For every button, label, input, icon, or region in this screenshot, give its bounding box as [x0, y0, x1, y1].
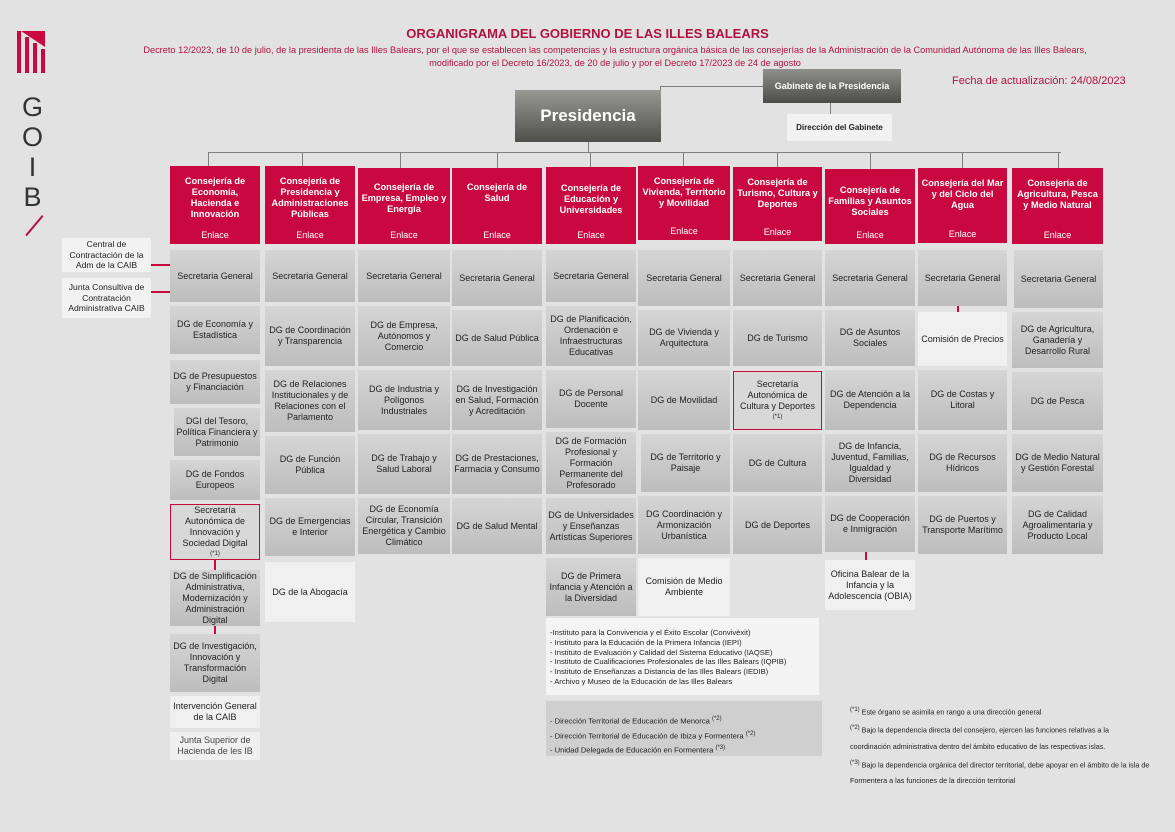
logo-letter-o: O	[21, 122, 44, 152]
org-box: DG de Industria y Polígonos Industriales	[358, 370, 450, 430]
org-box: DG de Costas y Litoral	[918, 370, 1007, 430]
list-item: - Instituto para la Educación de la Primera Infancia (IEPI)	[550, 637, 742, 647]
consejeria-empresa: Consejería de Empresa, Empleo y Energía Enlace	[358, 168, 450, 244]
connector	[683, 152, 684, 166]
connector	[497, 152, 498, 168]
org-box: Comisión de Medio Ambiente	[638, 558, 730, 616]
connector	[962, 152, 963, 168]
enlace-label: Enlace	[201, 230, 229, 240]
consejeria-agricultura: Consejería de Agricultura, Pesca y Medio Natural Enlace	[1012, 168, 1103, 244]
org-box: DG de Movilidad	[638, 370, 730, 430]
logo-slash	[25, 215, 43, 236]
consejeria-mar: Consejería del Mar y del Ciclo del Agua Enlace	[918, 168, 1007, 243]
org-box: DG de Atención a la Dependencia	[825, 370, 915, 430]
org-box: DG de Coordinación y Transparencia	[265, 306, 355, 366]
secretaria-innovacion-box: Secretaría Autonómica de Innovación y Sociedad Digital (*1)	[170, 504, 260, 560]
org-box: DG de Universidades y Enseñanzas Artísticas Superiores	[546, 498, 636, 554]
org-box: DG de Empresa, Autónomos y Comercio	[358, 306, 450, 366]
update-date: Fecha de actualización: 24/08/2023	[952, 75, 1126, 87]
direccion-gabinete-box: Dirección del Gabinete	[787, 114, 892, 141]
connector	[302, 152, 303, 166]
org-box: DG de Cultura	[733, 434, 822, 492]
org-box: DG de Investigación, Innovación y Transformación Digital	[170, 634, 260, 692]
org-box: Secretaria General	[733, 250, 822, 306]
org-box: Junta Superior de Hacienda de les IB	[170, 732, 260, 760]
org-box: DG de Presupuestos y Financiación	[170, 360, 260, 404]
presidencia-box: Presidencia	[515, 90, 661, 142]
list-item: -Instituto para la Convivencia y el Éxito Escolar (Convivèxit)	[550, 628, 751, 637]
org-box: DGI del Tesoro, Política Financiera y Patrimonio	[174, 408, 260, 456]
direcciones-territoriales-list	[546, 701, 822, 756]
footnote: $^{(*1)}$ Este órgano se asimila en rango a una dirección general	[850, 707, 1042, 717]
org-box: Comisión de Precios	[918, 312, 1007, 366]
footnotes	[850, 702, 1150, 789]
org-box: DG de Emergencias e Interior	[265, 498, 355, 556]
note-mark: (*1)	[210, 550, 220, 557]
org-box: DG de Relaciones Institucionales y de Relaciones con el Parlamento	[265, 370, 355, 432]
org-box: DG de Territorio y Paisaje	[641, 434, 730, 492]
consejeria-economia: Consejería de Economía, Hacienda e Innovación Enlace	[170, 166, 260, 244]
connector	[208, 152, 209, 166]
footnote: $^{(*3)}$ Bajo la dependencia orgánica del director territorial, debe apoyar en el ámbito de la isla de Formentera a las funciones de la dirección territorial	[850, 759, 1150, 786]
balearic-flag-icon	[15, 29, 47, 75]
org-box: DG de Salud Pública	[452, 310, 542, 366]
org-box: DG de Planificación, Ordenación e Infraestructuras Educativas	[546, 306, 636, 366]
org-box: Secretaria General	[358, 250, 450, 302]
org-box: DG de Puertos y Transporte Marítimo	[918, 496, 1007, 554]
org-box: DG de Prestaciones, Farmacia y Consumo	[452, 434, 542, 494]
org-box: Secretaria General	[265, 250, 355, 302]
org-box: DG de Simplificación Administrativa, Modernización y Administración Digital	[170, 570, 260, 626]
org-box: DG de Trabajo y Salud Laboral	[358, 434, 450, 494]
org-box: DG de Formación Profesional y Formación Permanente del Profesorado	[546, 432, 636, 494]
connector	[588, 142, 589, 152]
org-box: DG de Salud Mental	[452, 498, 542, 554]
org-box: DG de Investigación en Salud, Formación y Acreditación	[452, 370, 542, 430]
org-box: DG de Calidad Agroalimentaria y Producto Local	[1012, 496, 1103, 554]
org-box: DG Coordinación y Armonización Urbanística	[638, 496, 730, 554]
enlace-label: Enlace	[856, 230, 884, 240]
logo-letter-i: I	[28, 152, 38, 182]
org-box: DG de Pesca	[1012, 372, 1103, 430]
org-box: DG de Función Pública	[265, 436, 355, 494]
enlace-label: Enlace	[296, 230, 324, 240]
footnote: $^{(*2)}$ Bajo la dependencia directa del consejero, ejercen las funciones relativas a la coordinación administrativa dentro del ámbito educativo de las respectivas islas.	[850, 725, 1109, 751]
org-box: DG de Medio Natural y Gestión Forestal	[1012, 434, 1103, 492]
connector	[400, 152, 401, 168]
org-box: Secretaria General	[546, 250, 636, 302]
list-item: - Unidad Delegada de Educación en Formentera $^{(*3)}$	[550, 745, 726, 755]
org-box: DG de Agricultura, Ganadería y Desarrollo Rural	[1012, 312, 1103, 368]
consejeria-educacion: Consejería de Educación y Universidades Enlace	[546, 167, 636, 244]
junta-consultiva-box: Junta Consultiva de Contratación Administrativa CAIB	[62, 278, 151, 318]
org-box: DG de Economía y Estadística	[170, 306, 260, 354]
list-item: - Archivo y Museo de la Educación de las Illes Balears	[550, 676, 733, 686]
org-box: DG de Cooperación e Inmigración	[825, 496, 915, 552]
org-box: DG de Asuntos Sociales	[825, 310, 915, 366]
red-connector	[865, 552, 867, 560]
list-item: - Instituto de Cualificaciones Profesionales de las Illes Balears (IQPIB)	[550, 657, 787, 667]
org-box: DG de Infancia, Juventud, Familias, Igualdad y Diversidad	[825, 434, 915, 492]
consejeria-vivienda: Consejería de Vivienda, Territorio y Movilidad Enlace	[638, 166, 730, 240]
org-box: DG de Fondos Europeos	[170, 460, 260, 500]
connector	[777, 152, 778, 167]
enlace-label: Enlace	[577, 230, 605, 240]
consejeria-turismo: Consejería de Turismo, Cultura y Deportes Enlace	[733, 167, 822, 241]
page-title: ORGANIGRAMA DEL GOBIERNO DE LAS ILLES BALEARS	[406, 26, 769, 41]
note-mark: (*1)	[772, 413, 783, 420]
enlace-label: Enlace	[763, 227, 792, 237]
connector	[208, 152, 1061, 153]
consejeria-presidencia: Consejería de Presidencia y Administraciones Públicas Enlace	[265, 166, 355, 244]
page-subtitle	[60, 44, 1170, 70]
enlace-label: Enlace	[390, 230, 418, 240]
central-contratacion-box: Central de Contractación de la Adm de la CAIB	[62, 238, 151, 272]
org-box: DG de Vivienda y Arquitectura	[638, 310, 730, 366]
logo-letter-b: B	[23, 182, 43, 212]
list-item: - Dirección Territorial de Educación de Ibiza y Formentera $^{(*2)}$	[550, 730, 756, 741]
org-box: Secretaria General	[452, 250, 542, 306]
enlace-label: Enlace	[483, 230, 511, 240]
org-box: Intervención General de la CAIB	[170, 696, 260, 728]
org-box: DG de Deportes	[733, 496, 822, 554]
red-connector	[214, 626, 216, 634]
side-connector	[151, 291, 170, 293]
consejeria-familias: Consejería de Familias y Asuntos Sociales Enlace	[825, 169, 915, 244]
org-box: Secretaria General	[170, 250, 260, 302]
org-box: Secretaria General	[825, 250, 915, 306]
logo-letter-g: G	[21, 92, 44, 122]
consejeria-salud: Consejería de Salud Enlace	[452, 168, 542, 244]
org-box: DG de Economía Circular, Transición Energética y Cambio Climático	[358, 498, 450, 554]
org-box: DG de Personal Docente	[546, 370, 636, 428]
subtitle-line-2: modificado por el Decreto 16/2023, de 20 de julio y por el Decreto 17/2023 de 24 de agosto	[429, 58, 801, 68]
side-connector	[151, 264, 170, 266]
org-box: Secretaria General	[918, 250, 1007, 306]
institutos-list	[546, 618, 819, 695]
connector	[660, 86, 764, 87]
connector	[1058, 152, 1059, 168]
org-box: Oficina Balear de la Infancia y la Adolescencia (OBIA)	[825, 560, 915, 610]
enlace-label: Enlace	[1043, 230, 1072, 240]
enlace-label: Enlace	[670, 226, 698, 236]
subtitle-line-1: Decreto 12/2023, de 10 de julio, de la presidenta de las Illes Balears, por el que se establecen las competencias y la estructura orgánica básica de las consejerías de la Administración de la Comunidad Autónoma de las Illes Balears,	[143, 45, 1087, 55]
secretaria-cultura-box: Secretaría Autonómica de Cultura y Deportes (*1)	[733, 371, 822, 430]
red-connector	[214, 560, 216, 570]
connector	[870, 152, 871, 169]
gabinete-box: Gabinete de la Presidencia	[763, 69, 901, 103]
org-box: DG de Turismo	[733, 310, 822, 366]
list-item: - Instituto de Evaluación y Calidad del Sistema Educativo (IAQSE)	[550, 647, 773, 657]
list-item: - Instituto de Enseñanzas a Distancia de las Illes Balears (IEDIB)	[550, 667, 769, 677]
enlace-label: Enlace	[948, 229, 977, 239]
org-box: DG de Primera Infancia y Atención a la Diversidad	[546, 558, 636, 616]
list-item: - Dirección Territorial de Educación de Menorca $^{(*2)}$	[550, 716, 722, 726]
org-box: DG de la Abogacía	[265, 562, 355, 622]
org-box: Secretaria General	[1014, 250, 1103, 308]
org-box: DG de Recursos Hídricos	[918, 434, 1007, 492]
connector	[590, 152, 591, 167]
org-box: Secretaria General	[638, 250, 730, 306]
